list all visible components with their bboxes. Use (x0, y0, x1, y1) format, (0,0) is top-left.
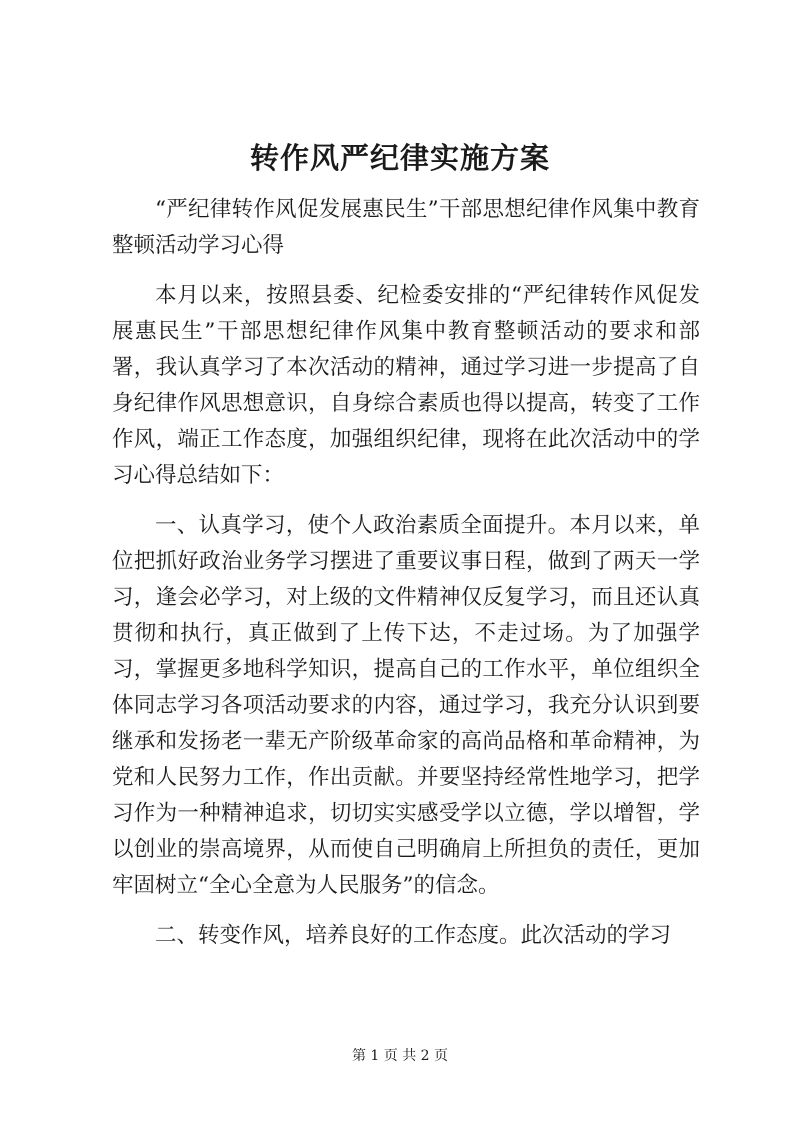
paragraph-section-two: 二、转变作风，培养良好的工作态度。此次活动的学习 (155, 923, 672, 948)
paragraph-section-one: 一、认真学习，使个人政治素质全面提升。本月以来，单位把抓好政治业务学习摆进了重要议事日程，做到了两天一学习，逢会必学习，对上级的文件精神仅反复学习，而且还认真贯彻和执行，真正做到了上传下达，不走过场。为了加强学习，掌握更多地科学知识，提高自己的工作水平，单位组织全体同志学习各项活动要求的内容，通过学习，我充分认识到要继承和发扬老一辈无产阶级革命家的高尚品格和革命精神，为党和人民努力工作，作出贡献。并要坚持经常性地学习，把学习作为一种精神追求，切切实实感受学以立德，学以增智，学以创业的崇高境界，从而使自己明确肩上所担负的责任，更加牢固树立“全心全意为人民服务”的信念。 (112, 513, 700, 898)
paragraph-intro: 本月以来，按照县委、纪检委安排的“严纪律转作风促发展惠民生”干部思想纪律作风集中教育整顿活动的要求和部署，我认真学习了本次活动的精神，通过学习进一步提高了自身纪律作风思想意识，自身综合素质也得以提高，转变了工作作风，端正工作态度，加强组织纪律，现将在此次活动中的学习心得总结如下： (112, 283, 700, 488)
page-footer: 第 1 页 共 2 页 (351, 1048, 449, 1064)
paragraph-subtitle: “严纪律转作风促发展惠民生”干部思想纪律作风集中教育整顿活动学习心得 (112, 197, 700, 258)
document-body (112, 192, 700, 954)
document-title: 转作风严纪律实施方案 (249, 141, 550, 175)
